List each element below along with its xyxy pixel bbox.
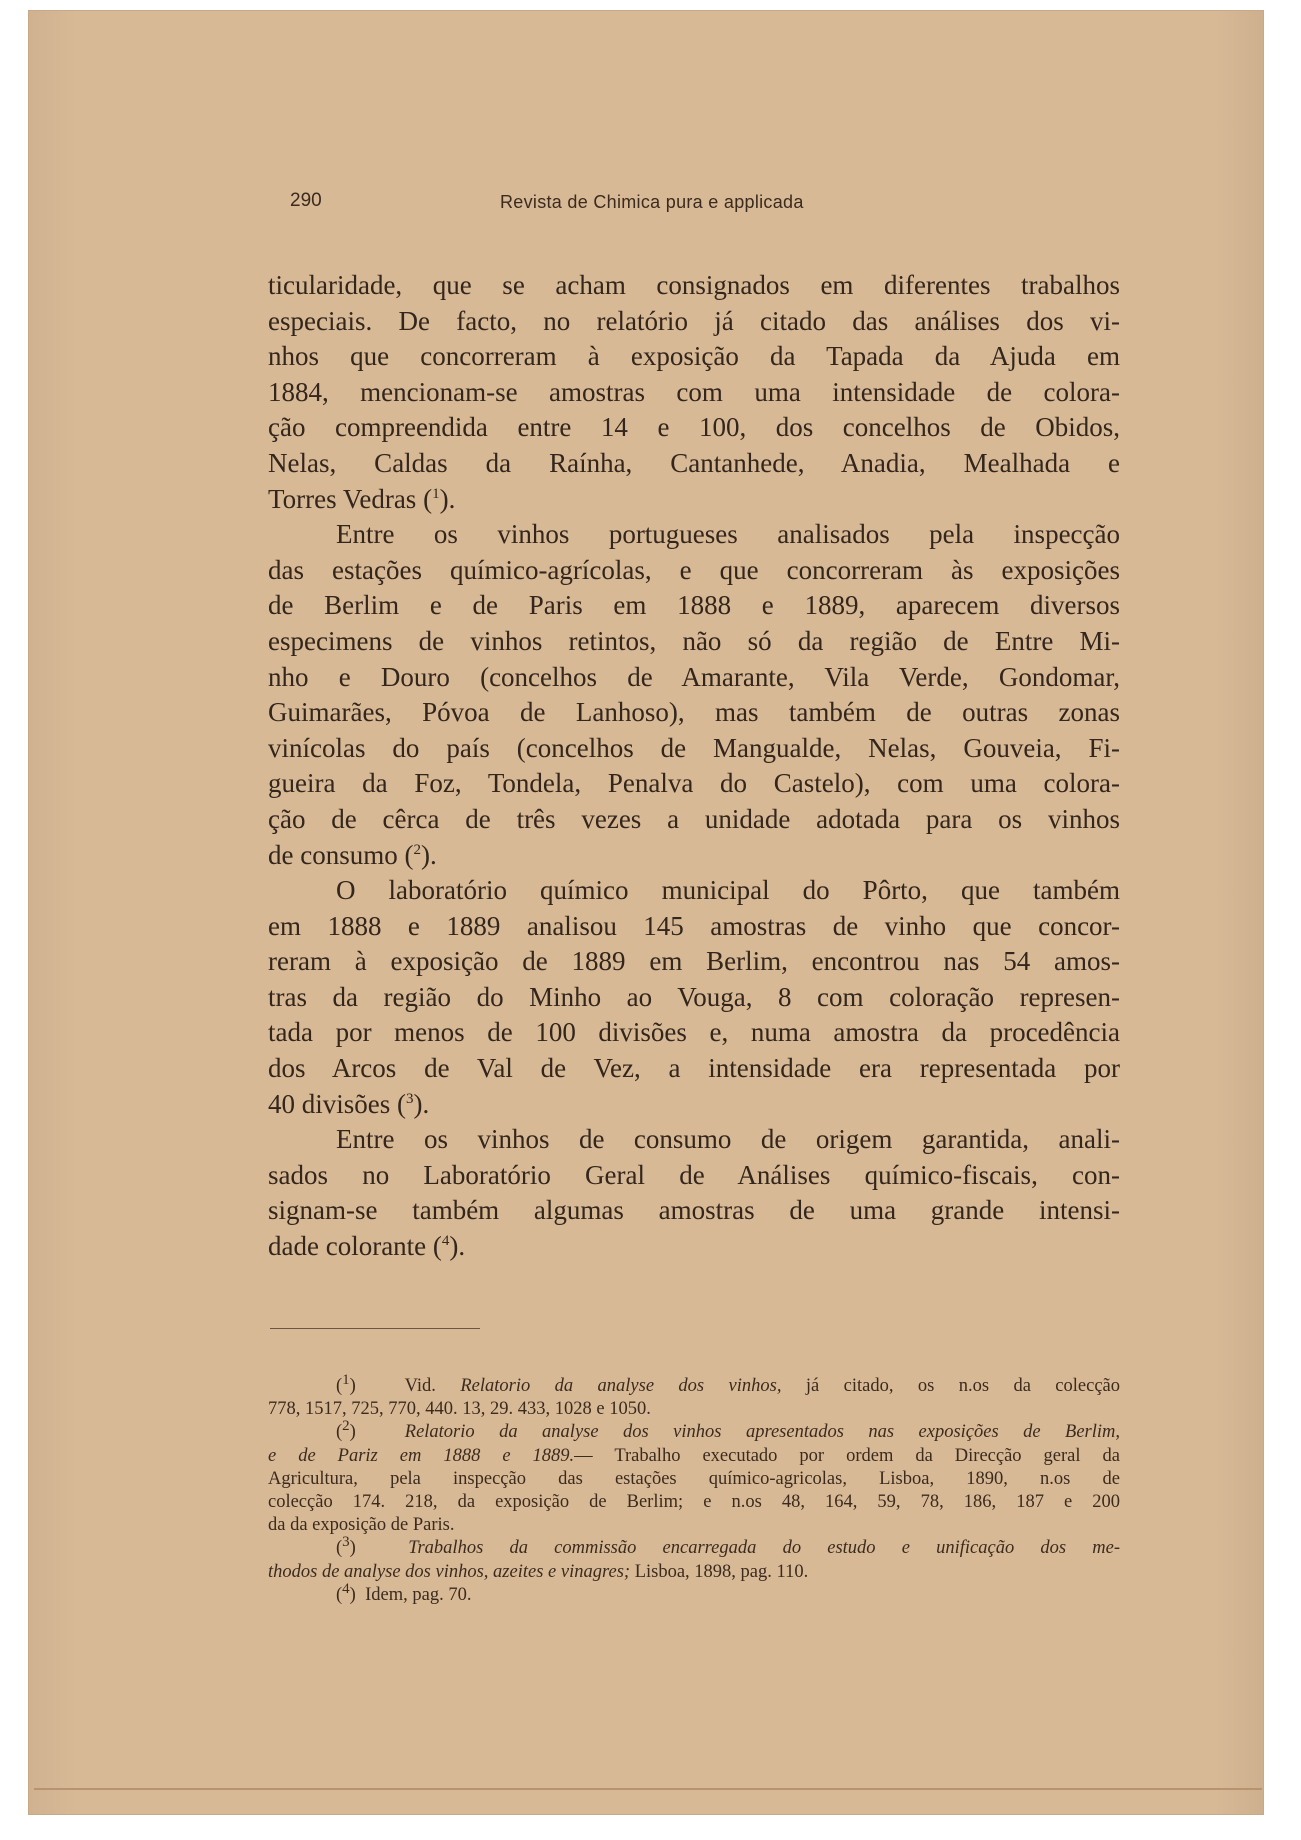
footnote-line: colecção 174. 218, da exposição de Berlim; e n.os 48, 164, 59, 78, 186, 187 e 200 (268, 1492, 1120, 1513)
mark-number: 3 (342, 1534, 350, 1551)
page-number: 290 (290, 190, 322, 211)
footnote-4 (268, 1580, 1120, 1607)
cited-title: e de Pariz em 1888 e 1889. (268, 1445, 575, 1466)
text-line: Entre os vinhos de consumo de origem garantida, anali- (336, 1124, 1120, 1155)
footnote-2 (268, 1418, 1121, 1537)
cited-title: Relatorio da analyse dos vinhos, (460, 1376, 782, 1396)
text-line: vinícolas do país (concelhos de Mangualde, Nelas, Gouveia, Fi- (268, 732, 1120, 763)
footnote-3 (268, 1534, 1121, 1583)
paragraph-3 (268, 873, 1120, 1122)
paren: ( (336, 1376, 343, 1396)
footnote-line (268, 1418, 1121, 1444)
mark-number: 4 (342, 1580, 350, 1597)
footnote-text: Lisboa, 1898, pag. 110. (634, 1561, 809, 1582)
text-line: sados no Laboratório Geral de Análises químico-fiscais, con- (268, 1159, 1120, 1190)
footnote-mark (336, 1534, 356, 1559)
paren: ( (336, 1422, 343, 1443)
footnote-line (268, 1534, 1121, 1560)
text-line: 1884, mencionam-se amostras com uma intensidade de colora- (268, 376, 1120, 407)
text-line: Nelas, Caldas da Raínha, Cantanhede, Anadia, Mealhada e (268, 447, 1120, 478)
page-bottom-edge (34, 1788, 1262, 1790)
text-line (268, 1087, 1120, 1123)
text-line: das estações químico-agrícolas, e que concorreram às exposições (268, 554, 1120, 585)
text-fragment: dade colorante (268, 1231, 427, 1262)
text-line: gueira da Foz, Tondela, Penalva do Castelo), com uma colora- (268, 768, 1120, 799)
paren: ( (336, 1538, 343, 1559)
footnote-text: — Trabalho executado por ordem da Direcção geral da (574, 1445, 1120, 1466)
paragraph-1 (268, 268, 1120, 517)
footnote-mark (336, 1371, 356, 1396)
ref-number: 2 (413, 841, 421, 858)
paren: ). (420, 839, 437, 870)
footnote-text: já citado, os n.os da colecção (805, 1376, 1121, 1396)
text-line: dos Arcos de Val de Vez, a intensidade era representada por (268, 1053, 1120, 1084)
ref-number: 4 (441, 1233, 450, 1250)
text-line: nhos que concorreram à exposição da Tapada da Ajuda em (268, 341, 1120, 372)
paren: ( (336, 1584, 343, 1605)
footnotes (268, 1371, 1121, 1607)
footnote-line (268, 1445, 1120, 1468)
footnote-line (268, 1580, 1120, 1607)
footnote-mark (336, 1580, 356, 1605)
text-line (268, 482, 1120, 518)
ref-number: 1 (432, 485, 440, 502)
text-fragment: Torres Vedras (268, 483, 417, 514)
footnote-ref-3 (397, 1089, 429, 1119)
text-line: de Berlim e de Paris em 1888 e 1889, aparecem diversos (268, 590, 1120, 621)
text-line: tada por menos de 100 divisões e, numa amostra da procedência (268, 1017, 1120, 1048)
text-fragment: 40 divisões (268, 1088, 391, 1119)
text-line: especimens de vinhos retintos, não só da região de Entre Mi- (268, 625, 1120, 656)
ref-number: 3 (406, 1090, 414, 1107)
paren: ( (397, 1088, 407, 1119)
footnote-line (268, 1561, 1120, 1584)
paren: ( (423, 483, 433, 514)
footnote-divider (270, 1328, 480, 1329)
main-text (268, 268, 1120, 1265)
footnote-line: da da exposição de Paris. (268, 1515, 455, 1536)
footnote-line: Agricultura, pela inspecção das estações químico-agricolas, Lisboa, 1890, n.os de (268, 1468, 1120, 1489)
text-line (268, 838, 1120, 874)
cited-title: thodos de analyse dos vinhos, azeites e vinagres; (268, 1561, 631, 1582)
footnote-ref-4 (433, 1231, 465, 1261)
paren: ) (349, 1538, 356, 1559)
footnote-line: 778, 1517, 725, 770, 440. 13, 29. 433, 1028 e 1050. (268, 1399, 651, 1420)
text-line: especiais. De facto, no relatório já citado das análises dos vi- (268, 305, 1120, 336)
paren: ). (413, 1088, 430, 1119)
text-line: signam-se também algumas amostras de uma grande intensi- (268, 1195, 1120, 1226)
paren: ( (404, 839, 414, 870)
cited-title: Relatorio da analyse dos vinhos apresentados nas exposições de Berlim, (404, 1422, 1121, 1443)
running-title: Revista de Chimica pura e applicada (500, 192, 804, 212)
footnote-ref-1 (423, 484, 455, 514)
paren: ). (439, 483, 456, 514)
text-fragment: de consumo (268, 839, 398, 870)
text-line: Entre os vinhos portugueses analisados pela inspecção (336, 519, 1120, 550)
paren: ). (449, 1231, 466, 1262)
text-line: Guimarães, Póvoa de Lanhoso), mas também de outras zonas (268, 697, 1120, 728)
footnote-1 (268, 1371, 1121, 1421)
footnote-mark (336, 1418, 356, 1443)
text-line: ção de cêrca de três vezes a unidade adotada para os vinhos (268, 803, 1120, 834)
text-line: nho e Douro (concelhos de Amarante, Vila Verde, Gondomar, (268, 661, 1120, 692)
footnote-text: Idem, pag. 70. (365, 1584, 472, 1605)
mark-number: 1 (342, 1371, 350, 1388)
paren: ) (349, 1376, 356, 1396)
paragraph-4 (268, 1122, 1120, 1264)
text-line (268, 1229, 1120, 1265)
text-line: reram à exposição de 1889 em Berlim, encontrou nas 54 amos- (268, 946, 1120, 977)
footnote-text: Vid. (404, 1376, 436, 1396)
paren: ) (349, 1584, 356, 1605)
footnote-ref-2 (404, 840, 436, 870)
footnote-line (268, 1371, 1121, 1398)
paragraph-2 (268, 517, 1120, 873)
text-line: em 1888 e 1889 analisou 145 amostras de vinho que concor- (268, 910, 1120, 941)
text-line: tras da região do Minho ao Vouga, 8 com coloração represen- (268, 981, 1120, 1012)
text-line: ção compreendida entre 14 e 100, dos concelhos de Obidos, (268, 412, 1120, 443)
mark-number: 2 (342, 1418, 350, 1435)
paren: ( (432, 1231, 442, 1262)
text-line: ticularidade, que se acham consignados em diferentes trabalhos (268, 270, 1120, 300)
text-line: O laboratório químico municipal do Pôrto, que também (336, 875, 1120, 906)
cited-title: Trabalhos da commissão encarregada do estudo e unificação dos me- (408, 1538, 1121, 1559)
paren: ) (349, 1422, 356, 1443)
page-header (290, 190, 1120, 220)
